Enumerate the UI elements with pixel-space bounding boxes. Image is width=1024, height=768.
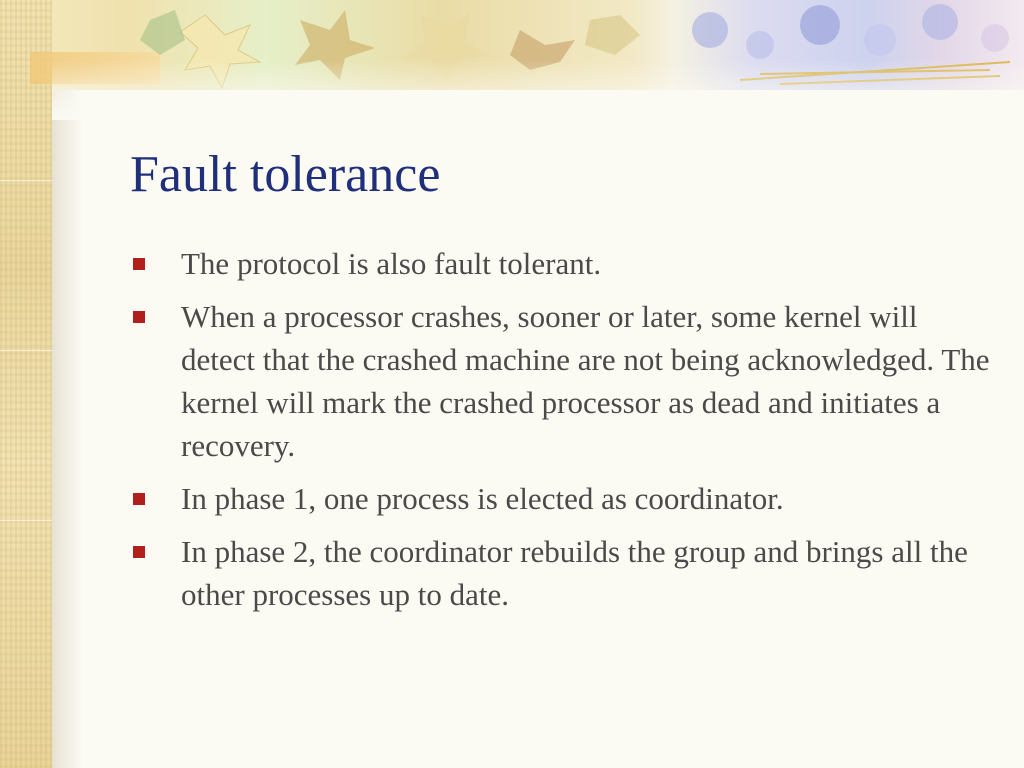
bullet-text: In phase 2, the coordinator rebuilds the group and brings all the other processes up to date. <box>181 534 968 612</box>
bullet-item <box>132 242 992 285</box>
square-bullet-icon <box>133 493 145 505</box>
bullet-item <box>132 477 992 520</box>
square-bullet-icon <box>133 546 145 558</box>
bullet-item <box>132 295 992 467</box>
bullet-item <box>132 530 992 616</box>
bullet-text: In phase 1, one process is elected as coordinator. <box>181 481 784 516</box>
bullet-text: When a processor crashes, sooner or later, some kernel will detect that the crashed machine are not being acknowledged. The kernel will mark the crashed processor as dead and initiates a recovery. <box>181 299 990 463</box>
bullet-list <box>132 242 992 626</box>
left-texture-strip <box>0 0 52 768</box>
square-bullet-icon <box>133 258 145 270</box>
slide-title: Fault tolerance <box>130 146 441 203</box>
bullet-text: The protocol is also fault tolerant. <box>181 246 602 281</box>
banner-fade <box>52 60 1024 120</box>
square-bullet-icon <box>133 311 145 323</box>
